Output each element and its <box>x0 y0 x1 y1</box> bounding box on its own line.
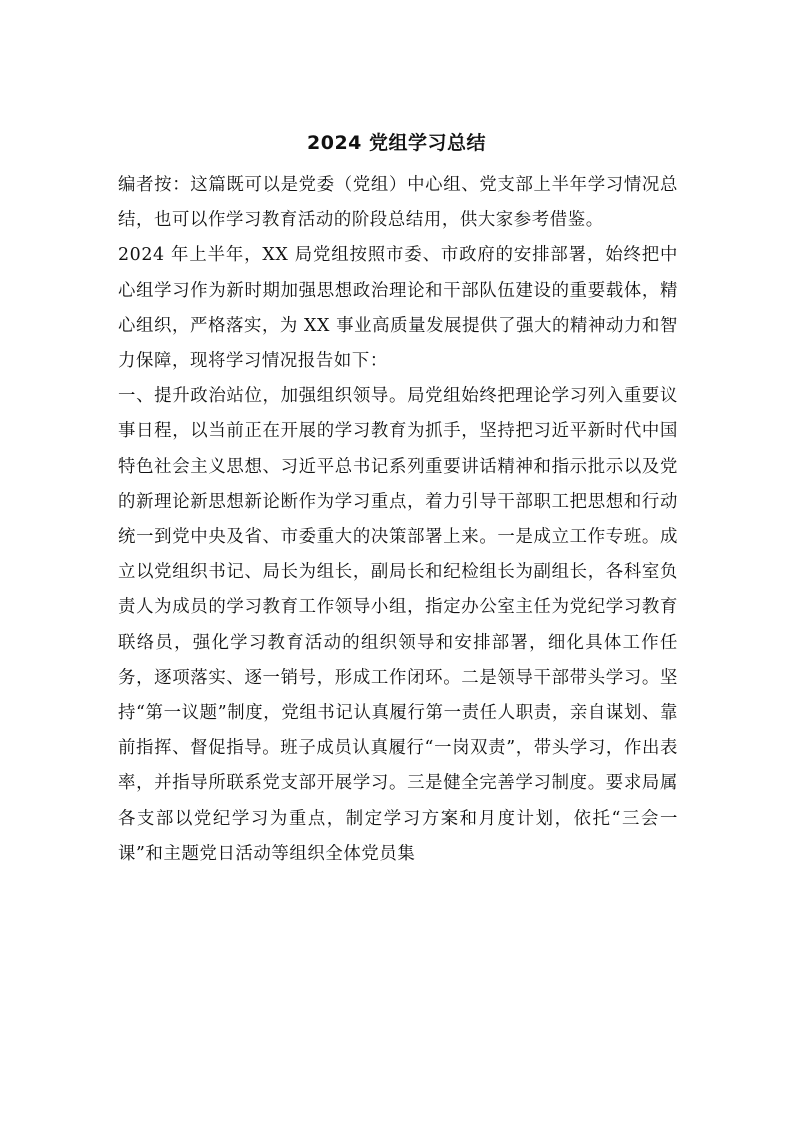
editor-note-paragraph: 编者按：这篇既可以是党委（党组）中心组、党支部上半年学习情况总结，也可以作学习教育活动的阶段总结用，供大家参考借鉴。 <box>118 175 678 231</box>
document-body <box>118 168 678 872</box>
document-title: 2024 党组学习总结 <box>307 132 486 154</box>
section-one-paragraph: 一、提升政治站位，加强组织领导。局党组始终把理论学习列入重要议事日程，以当前正在开展的学习教育为抓手，坚持把习近平新时代中国特色社会主义思想、习近平总书记系列重要讲话精神和指示批示以及党的新理论新思想新论断作为学习重点，着力引导干部职工把思想和行动统一到党中央及省、市委重大的决策部署上来。一是成立工作专班。成立以党组织书记、局长为组长，副局长和纪检组长为副组长，各科室负责人为成员的学习教育工作领导小组，指定办公室主任为党纪学习教育联络员，强化学习教育活动的组织领导和安排部署，细化具体工作任务，逐项落实、逐一销号，形成工作闭环。二是领导干部带头学习。坚持“第一议题”制度，党组书记认真履行第一责任人职责，亲自谋划、靠前指挥、督促指导。班子成员认真履行“一岗双责”，带头学习，作出表率，并指导所联系党支部开展学习。三是健全完善学习制度。要求局属各支部以党纪学习为重点，制定学习方案和月度计划，依托“三会一课”和主题党日活动等组织全体党员集 <box>118 386 678 864</box>
intro-paragraph: 2024 年上半年，XX 局党组按照市委、市政府的安排部署，始终把中心组学习作为新时期加强思想政治理论和干部队伍建设的重要载体，精心组织，严格落实，为 XX 事业高质量发展提供了强大的精神动力和智力保障，现将学习情况报告如下： <box>118 245 678 372</box>
